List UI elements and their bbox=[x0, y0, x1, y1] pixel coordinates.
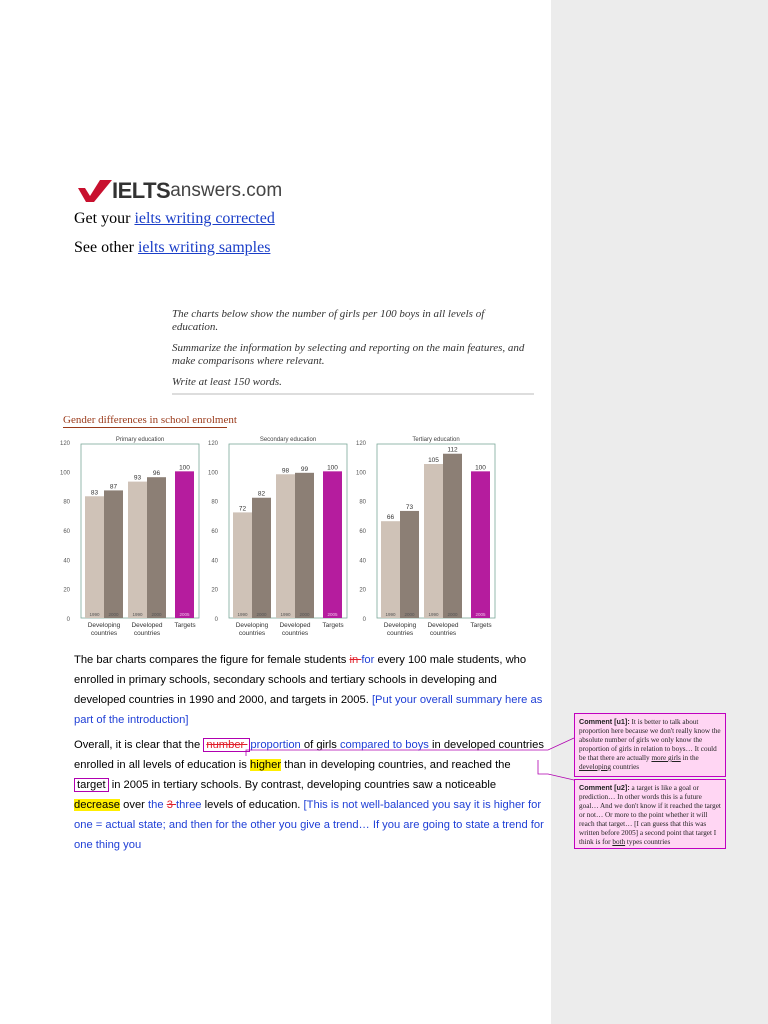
inserted-text: three bbox=[176, 799, 202, 811]
deleted-text: number bbox=[203, 738, 250, 752]
value-label: 105 bbox=[428, 457, 439, 464]
highlighted-text: decrease bbox=[74, 799, 121, 811]
value-label: 98 bbox=[281, 467, 290, 475]
value-label: 83 bbox=[90, 489, 99, 497]
value-label: 73 bbox=[405, 503, 414, 511]
tutor-note: [Put your overall summary here as part of the introduction] bbox=[74, 694, 543, 726]
value-label: 82 bbox=[257, 490, 266, 498]
y-tick-label: 60 bbox=[63, 529, 70, 535]
tutor-note: [This is not well-balanced you say it is higher for one = actual state; and then for the other you give a trend… If you are going to state a trend for one thing you bbox=[74, 799, 544, 851]
chart-title: Secondary education bbox=[259, 437, 317, 443]
comment-u2[interactable]: Comment [u2]: a target is like a goal or prediction… In other words this is a future goal… And we don't know if it reached the target or not… Or more to the point whether it will reach that target… [I can guess that this was written before 2005] a second point that target I think is for both types countries bbox=[574, 779, 726, 849]
value-label: 87 bbox=[109, 483, 118, 491]
inserted-text: compared to boys bbox=[339, 739, 429, 751]
writing-samples-link[interactable]: ielts writing samples bbox=[137, 239, 271, 256]
y-tick-label: 100 bbox=[355, 470, 366, 477]
task-line-3: Write at least 150 words. bbox=[172, 376, 282, 388]
paragraph-2: Overall, it is clear that the number proportion of girls compared to boys in developed countries enrolled in all levels of education is higher than in developing countries, and reached the target in 2005 in tertiary schools. By contrast, developing countries saw a noticeable decrease over the 3 three levels of education. [This is not well-balanced you say it is higher for one = actual state; and then for the other you give a trend… If you are going to state a trend for one thing you bbox=[74, 739, 544, 851]
inserted-text: for bbox=[361, 654, 375, 666]
y-tick-label: 100 bbox=[59, 470, 70, 477]
y-tick-label: 80 bbox=[63, 499, 70, 506]
y-tick-label: 120 bbox=[207, 441, 218, 447]
bar-tag: 1990 bbox=[89, 612, 100, 617]
link-prefix: Get your bbox=[74, 210, 135, 227]
bar-tag: 2000 bbox=[404, 612, 415, 617]
value-label: 93 bbox=[133, 474, 142, 482]
group-label: Developed bbox=[279, 622, 311, 629]
y-tick-label: 20 bbox=[63, 587, 70, 594]
comment-u1[interactable]: Comment [u1]: It is better to talk about proportion here because we don't really know the absolute number of girls we only know the proportion of girls in relation to boys… It could be that there are actually more girls in the developing countries bbox=[574, 713, 726, 777]
bar-tag: 2000 bbox=[447, 612, 458, 617]
group-label: Developing bbox=[87, 622, 121, 629]
deleted-text: in bbox=[349, 654, 362, 666]
highlighted-text: higher bbox=[250, 759, 282, 771]
y-tick-label: 0 bbox=[66, 617, 70, 623]
bar-tag: 2005 bbox=[475, 612, 486, 617]
group-label: Targets bbox=[470, 622, 492, 629]
y-tick-label: 40 bbox=[63, 558, 70, 565]
y-tick-label: 40 bbox=[211, 558, 218, 565]
bar-tag: 2000 bbox=[151, 612, 162, 617]
value-label: 100 bbox=[179, 464, 190, 472]
bar-tag: 1990 bbox=[132, 612, 143, 617]
y-tick-label: 60 bbox=[359, 529, 366, 535]
value-label: 99 bbox=[300, 465, 309, 473]
paragraph-1: The bar charts compares the figure for female students in for every 100 male students, who enrolled in primary schools, secondary schools and tertiary schools in developing and developed countries in 1990 and 2000, and targets in 2005. [Put your overall summary here as part of the introduction] bbox=[74, 654, 543, 726]
group-label: countries bbox=[90, 630, 118, 637]
value-label: 100 bbox=[327, 464, 338, 472]
group-label: countries bbox=[386, 630, 414, 637]
chart-title: Primary education bbox=[115, 437, 165, 443]
y-tick-label: 80 bbox=[359, 499, 366, 506]
group-label: Targets bbox=[322, 622, 344, 629]
logo-ielts-text: IELTS bbox=[112, 178, 171, 203]
link-prefix: See other bbox=[74, 239, 138, 256]
group-label: Developing bbox=[235, 622, 269, 629]
task-line-1: The charts below show the number of girls per 100 boys in all levels of education. bbox=[172, 308, 485, 333]
y-tick-label: 120 bbox=[59, 441, 70, 447]
group-label: countries bbox=[429, 630, 457, 637]
writing-corrected-link[interactable]: ielts writing corrected bbox=[134, 210, 275, 227]
chart-heading: Gender differences in school enrolment bbox=[63, 414, 237, 426]
bar-tag: 2000 bbox=[299, 612, 310, 617]
bar-tag: 1990 bbox=[385, 612, 396, 617]
bar-tag: 2000 bbox=[108, 612, 119, 617]
y-tick-label: 60 bbox=[211, 529, 218, 535]
bar-tag: 2000 bbox=[256, 612, 267, 617]
bar-tag: 2005 bbox=[179, 612, 190, 617]
value-label: 66 bbox=[386, 514, 395, 522]
value-label: 72 bbox=[238, 505, 247, 513]
value-label: 112 bbox=[447, 446, 458, 454]
bar-tag: 1990 bbox=[428, 612, 439, 617]
bar-tag: 1990 bbox=[280, 612, 291, 617]
task-line-2: Summarize the information by selecting and reporting on the main features, and make comparisons where relevant. bbox=[172, 342, 525, 367]
bar-tag: 1990 bbox=[237, 612, 248, 617]
group-label: Targets bbox=[174, 622, 196, 629]
y-tick-label: 100 bbox=[207, 470, 218, 477]
deleted-text: 3 bbox=[166, 799, 177, 811]
inserted-text: the bbox=[148, 799, 167, 811]
group-label: countries bbox=[238, 630, 266, 637]
group-label: Developing bbox=[383, 622, 417, 629]
group-label: Developed bbox=[131, 622, 163, 629]
y-tick-label: 120 bbox=[355, 441, 366, 447]
group-label: Developed bbox=[427, 622, 459, 629]
y-tick-label: 0 bbox=[362, 617, 366, 623]
bar-tag: 2005 bbox=[327, 612, 338, 617]
group-label: countries bbox=[133, 630, 161, 637]
y-tick-label: 0 bbox=[214, 617, 218, 623]
y-tick-label: 20 bbox=[211, 587, 218, 594]
y-tick-label: 80 bbox=[211, 499, 218, 506]
value-label: 100 bbox=[475, 464, 486, 472]
y-tick-label: 20 bbox=[359, 587, 366, 594]
chart-title: Tertiary education bbox=[412, 437, 460, 443]
inserted-text: proportion bbox=[250, 739, 301, 751]
value-label: 96 bbox=[152, 470, 161, 478]
group-label: countries bbox=[281, 630, 309, 637]
commented-text[interactable]: target bbox=[74, 778, 109, 792]
y-tick-label: 40 bbox=[359, 558, 366, 565]
logo-answers-text: answers.com bbox=[170, 180, 283, 201]
